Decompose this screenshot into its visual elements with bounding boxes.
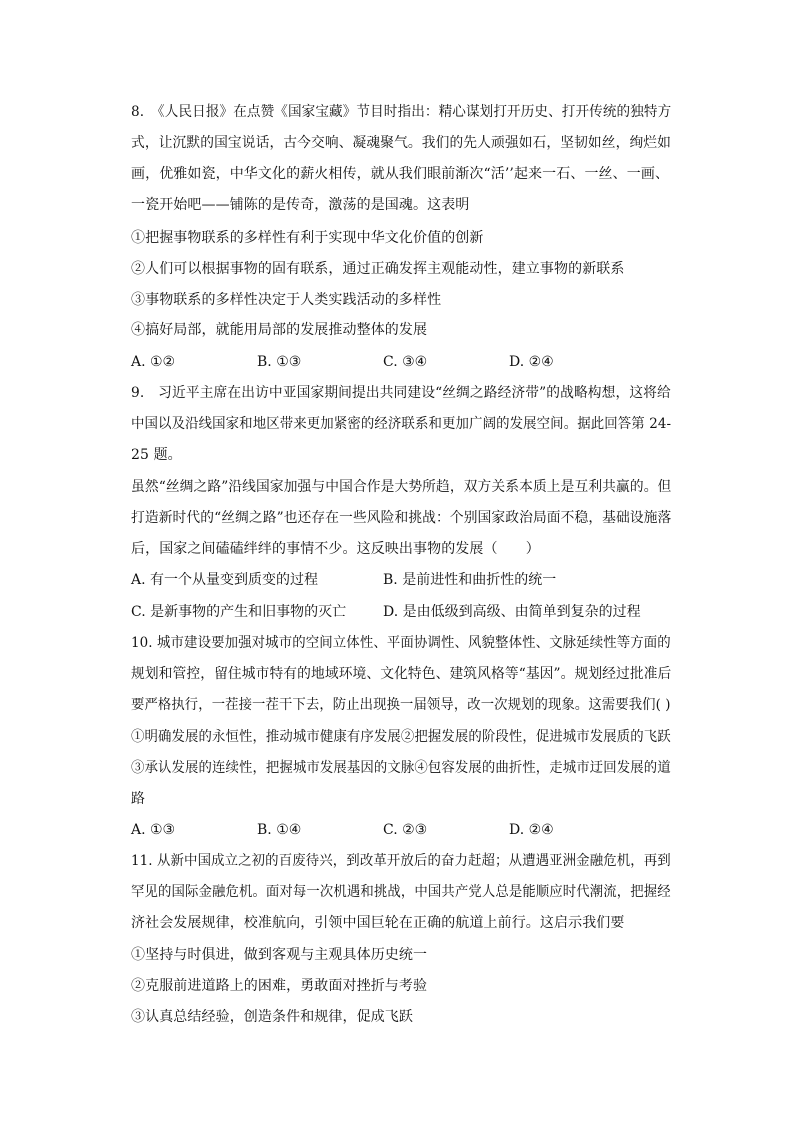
q8-stem-line-3: 画，优雅如瓷，中华文化的薪火相传，就从我们眼前渐次“活’’起来一石、一丝、一画、 (131, 166, 670, 182)
q8-option-d[interactable]: D. ②④ (509, 354, 554, 370)
q8-stem-line-2: 式，让沉默的国宝说话，古今交响、凝魂聚气。我们的先人顽强如石，坚韧如丝，绚烂如 (131, 135, 672, 151)
q10-stem-line-4: ①明确发展的永恒性，推动城市健康有序发展②把握发展的阶段性，促进城市发展质的飞跃 (131, 729, 671, 745)
q8-option-b[interactable]: B. ①③ (257, 354, 302, 370)
q10-option-c[interactable]: C. ②③ (383, 822, 428, 838)
q10-option-d[interactable]: D. ②④ (509, 822, 554, 838)
q11-statement-2: ②克服前进道路上的困难，勇敢面对挫折与考验 (131, 978, 428, 994)
q9-stem-line-5: 打造新时代的“丝绸之路”也还存在一些风险和挑战：个别国家政治局面不稳，基础设施落 (131, 510, 672, 526)
q10-stem-line-2: 规划和管控，留住城市特有的地域环境、文化特色、建筑风格等“基因”。规划经过批准后 (131, 666, 672, 682)
q10-option-b[interactable]: B. ①④ (257, 822, 302, 838)
q9-stem-line-6: 后，国家之间磕磕绊绊的事情不少。这反映出事物的发展（ ） (131, 541, 540, 557)
q9-stem-line-3: 25 题。 (131, 447, 182, 463)
q10-option-a[interactable]: A. ①③ (131, 822, 176, 838)
q8-statement-4: ④搞好局部，就能用局部的发展推动整体的发展 (131, 322, 428, 338)
q9-option-a[interactable]: A. 有一个从量变到质变的过程 (131, 572, 319, 588)
q8-statement-3: ③事物联系的多样性决定于人类实践活动的多样性 (131, 292, 442, 308)
q11-stem-line-3: 济社会发展规律，校准航向，引领中国巨轮在正确的航道上前行。这启示我们要 (131, 915, 625, 931)
q10-stem-line-5: ③承认发展的连续性，把握城市发展基因的文脉④包容发展的曲折性，走城市迂回发展的道 (131, 760, 671, 776)
q9-stem-line-1: 9. 习近平主席在出访中亚国家期间提出共同建设“丝绸之路经济带”的战略构想，这将给 (131, 385, 671, 401)
q8-option-a[interactable]: A. ①② (131, 354, 176, 370)
q9-option-c[interactable]: C. 是新事物的产生和旧事物的灭亡 (131, 604, 347, 620)
q9-option-b[interactable]: B. 是前进性和曲折性的统一 (383, 572, 557, 588)
q8-statement-2: ②人们可以根据事物的固有联系，通过正确发挥主观能动性，建立事物的新联系 (131, 261, 625, 277)
q11-statement-1: ①坚持与时俱进，做到客观与主观具体历史统一 (131, 947, 428, 963)
q11-statement-3: ③认真总结经验，创造条件和规律，促成飞跃 (131, 1009, 413, 1025)
q10-stem-line-3: 要严格执行，一茬接一茬干下去，防止出现换一届领导，改一次规划的现象。这需要我们( ) (131, 697, 671, 713)
q10-stem-line-1: 10. 城市建设要加强对城市的空间立体性、平面协调性、风貌整体性、文脉延续性等方面的 (131, 635, 671, 651)
q10-stem-line-6: 路 (131, 791, 146, 807)
q9-option-d[interactable]: D. 是由低级到高级、由简单到复杂的过程 (383, 604, 641, 620)
q11-stem-line-2: 罕见的国际金融危机。面对每一次机遇和挑战，中国共产党人总是能顺应时代潮流，把握经 (131, 884, 671, 900)
q9-stem-line-4: 虽然“丝绸之路”沿线国家加强与中国合作是大势所趋，双方关系本质上是互利共赢的。但 (131, 479, 672, 495)
q8-option-c[interactable]: C. ③④ (383, 354, 428, 370)
q9-stem-line-2: 中国以及沿线国家和地区带来更加紧密的经济联系和更加广阔的发展空间。据此回答第 24- (131, 416, 672, 432)
q8-stem-line-1: 8. 《人民日报》在点赞《国家宝藏》节目时指出：精心谋划打开历史、打开传统的独特方 (131, 104, 672, 120)
q8-stem-line-4: 一瓷开始吧——铺陈的是传奇，激荡的是国魂。这表明 (131, 197, 470, 213)
q11-stem-line-1: 11. 从新中国成立之初的百废待兴，到改革开放后的奋力赶超；从遭遇亚洲金融危机，再到 (131, 853, 671, 869)
q8-statement-1: ①把握事物联系的多样性有利于实现中华文化价值的创新 (131, 230, 484, 246)
